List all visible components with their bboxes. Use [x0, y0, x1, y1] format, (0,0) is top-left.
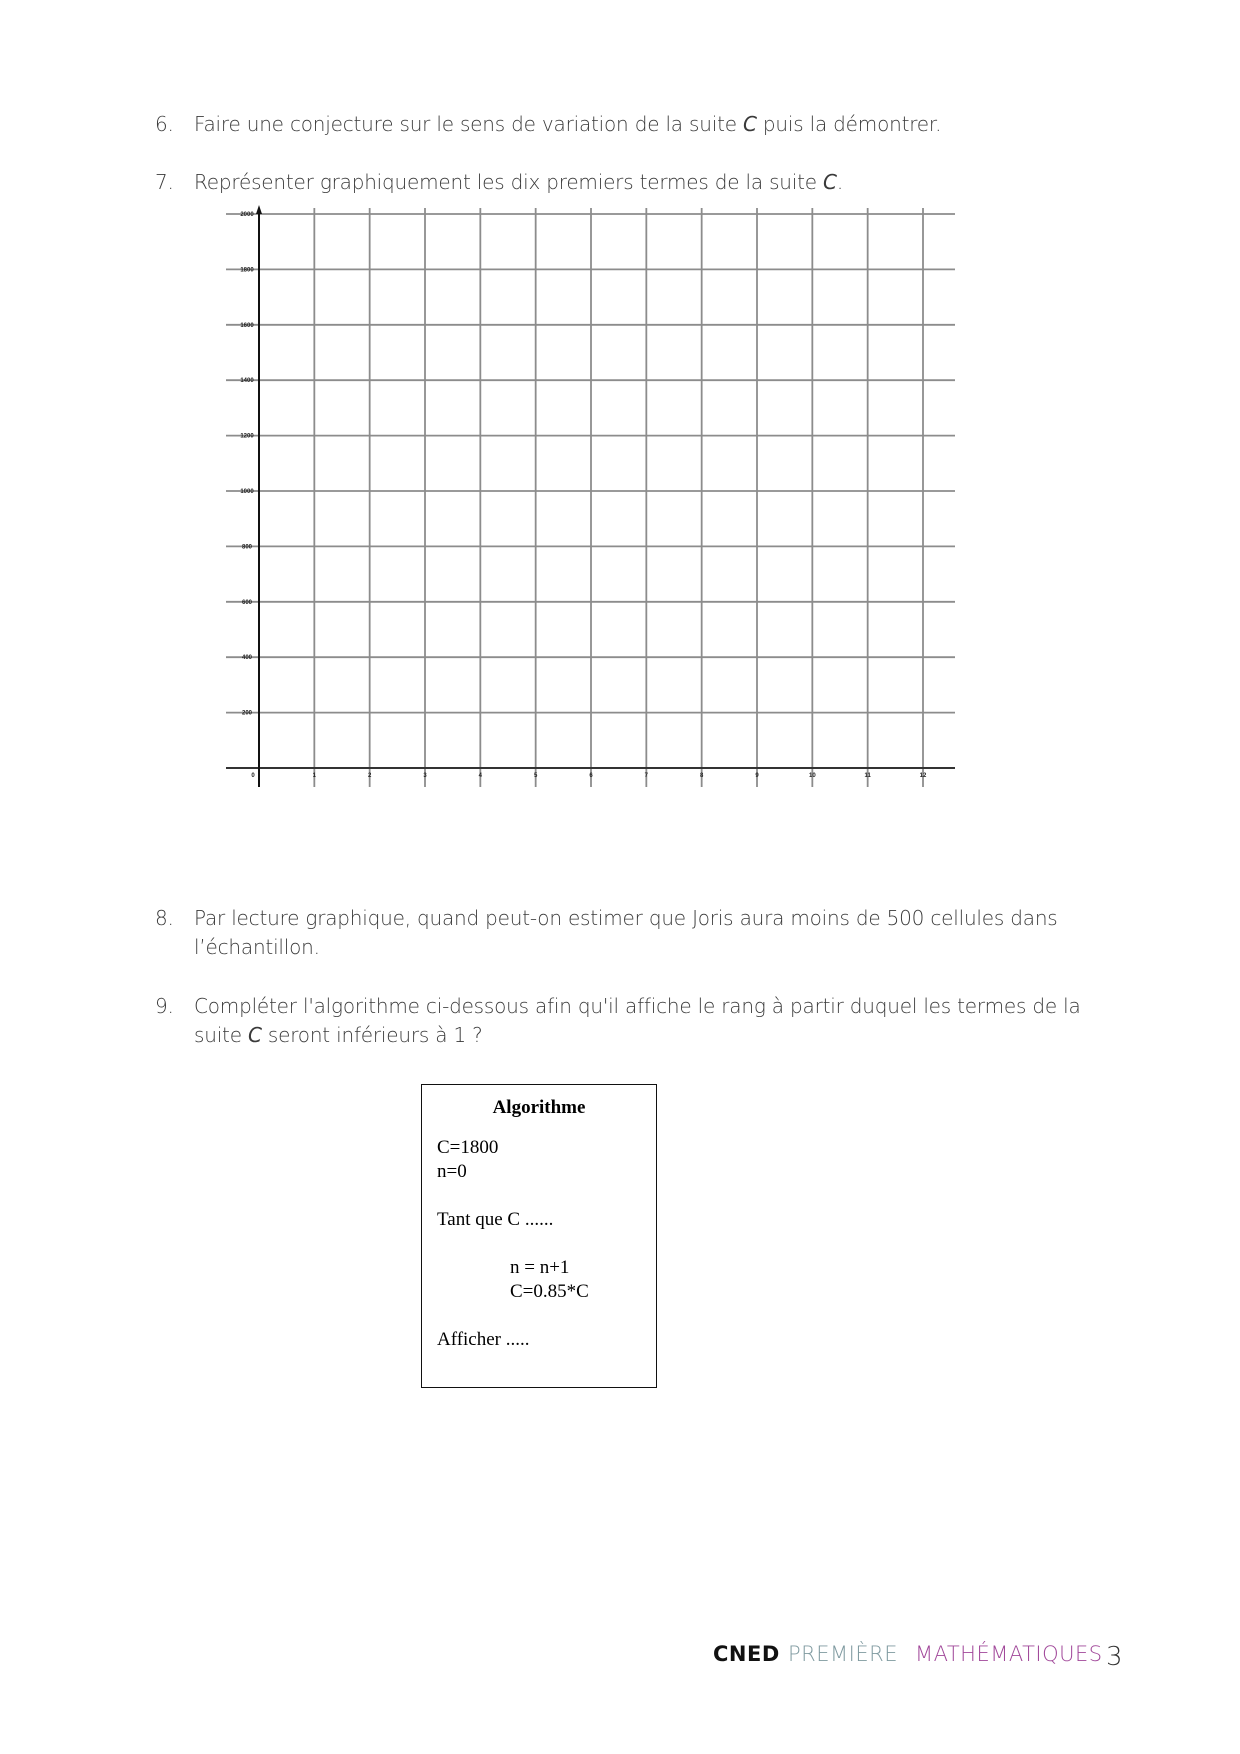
question-text-part: . [836, 170, 843, 194]
y-tick-label-400: 400 [241, 655, 253, 662]
question-text-part: Représenter graphiquement les dix premiers termes de la suite [194, 170, 824, 194]
x-tick-label-10: 10 [808, 773, 816, 779]
x-tick-label-3: 3 [423, 773, 427, 779]
y-tick-label-800: 800 [241, 544, 253, 551]
sequence-variable: C [823, 170, 837, 194]
x-tick-labels [251, 773, 927, 779]
algorithm-line: n=0 [437, 1161, 467, 1182]
algorithm-line: C=1800 [437, 1137, 499, 1158]
x-tick-label-0: 0 [251, 773, 255, 779]
question-text-part: Compléter l'algorithme ci-dessous afin qu'il affiche le rang à partir duquel les termes de la suite [194, 994, 1081, 1047]
x-tick-label-12: 12 [919, 773, 927, 779]
x-tick-label-2: 2 [367, 773, 372, 779]
x-tick-label-9: 9 [755, 773, 759, 779]
x-tick-label-4: 4 [478, 773, 483, 779]
y-tick-label-200: 200 [241, 710, 253, 717]
footer-level: PREMIÈRE [788, 1642, 898, 1666]
algorithm-line: n = n+1 [510, 1257, 570, 1278]
x-tick-label-7: 7 [644, 773, 649, 779]
x-tick-label-5: 5 [533, 773, 538, 779]
x-tick-label-6: 6 [589, 773, 593, 779]
question-number: 7. [155, 170, 174, 194]
sequence-variable: C [247, 1023, 262, 1047]
vertical-gridlines [314, 208, 923, 787]
y-tick-label-1200: 1200 [240, 433, 254, 440]
algorithm-line: Tant que C ...... [437, 1209, 554, 1230]
question-number: 9. [155, 994, 174, 1018]
y-tick-label-1000: 1000 [240, 489, 254, 495]
plot-grid [0, 0, 1240, 820]
y-tick-label-1800: 1800 [240, 267, 254, 274]
question-text-part: puis la démontrer. [756, 112, 942, 136]
question-text: Par lecture graphique, quand peut-on estimer que Joris aura moins de 500 cellules dans l’échantillon. [194, 906, 1058, 959]
y-tick-labels [240, 212, 254, 717]
y-tick-label-1400: 1400 [240, 378, 254, 385]
y-tick-label-2000: 2000 [240, 212, 254, 218]
footer-subject: MATHÉMATIQUES [915, 1642, 1103, 1666]
x-tick-label-8: 8 [699, 773, 704, 779]
question-text-part: seront inférieurs à 1 ? [261, 1023, 483, 1047]
question-number: 8. [155, 906, 174, 930]
y-axis-arrow-icon [256, 205, 262, 214]
algorithm-line: C=0.85*C [510, 1281, 589, 1302]
question-text [194, 992, 1095, 1050]
algorithm-box [421, 1084, 657, 1388]
question-number: 6. [155, 112, 174, 136]
question-9 [155, 992, 1095, 1050]
y-tick-label-1600: 1600 [240, 322, 254, 329]
algorithm-line: Afficher ..... [437, 1329, 530, 1350]
y-tick-label-600: 600 [241, 599, 253, 606]
page-number: 3 [1106, 1642, 1124, 1672]
question-8 [155, 904, 1095, 962]
x-tick-label-1: 1 [312, 773, 317, 779]
algorithm-title: Algorithme [492, 1097, 586, 1118]
page-footer [0, 1642, 1240, 1672]
x-tick-label-11: 11 [864, 773, 871, 779]
sequence-variable: C [742, 112, 757, 136]
question-text-part: Faire une conjecture sur le sens de variation de la suite [194, 112, 743, 136]
footer-brand: CNED [713, 1642, 780, 1666]
